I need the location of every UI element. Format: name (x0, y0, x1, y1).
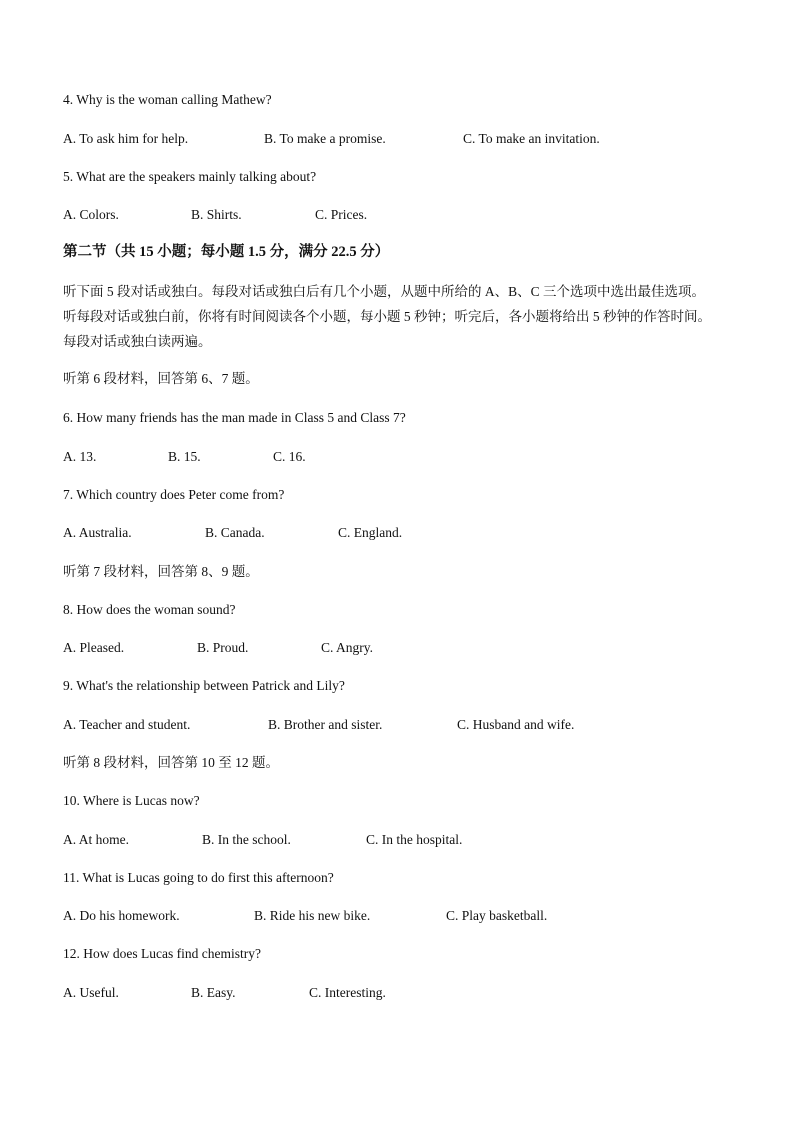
question-11-option-a: A. Do his homework. (63, 908, 180, 923)
section-2-instruction-line-3: 每段对话或独白读两遍。 (63, 334, 212, 349)
question-7: 7. Which country does Peter come from? (63, 487, 285, 502)
question-12-option-c: C. Interesting. (309, 985, 386, 1000)
question-9-option-a: A. Teacher and student. (63, 717, 191, 732)
question-8-option-b: B. Proud. (197, 640, 249, 655)
question-10-option-c: C. In the hospital. (366, 832, 463, 847)
question-7-option-a: A. Australia. (63, 525, 132, 540)
question-5-option-a: A. Colors. (63, 207, 119, 222)
material-6-note: 听第 6 段材料，回答第 6、7 题。 (63, 371, 259, 386)
question-8-option-a: A. Pleased. (63, 640, 125, 655)
question-7-option-c: C. England. (338, 525, 403, 540)
question-10-option-b: B. In the school. (202, 832, 291, 847)
section-2-instruction-line-2: 听每段对话或独白前，你将有时间阅读各个小题，每小题 5 秒钟；听完后，各小题将给出 5 秒钟的作答时间。 (63, 309, 711, 324)
question-5-option-c: C. Prices. (315, 207, 368, 222)
material-7-note: 听第 7 段材料，回答第 8、9 题。 (63, 564, 259, 579)
question-5-option-b: B. Shirts. (191, 207, 242, 222)
question-6-option-c: C. 16. (273, 449, 306, 464)
question-11: 11. What is Lucas going to do first this afternoon? (63, 870, 334, 885)
question-12-option-a: A. Useful. (63, 985, 119, 1000)
section-2-heading: 第二节（共 15 小题；每小题 1.5 分，满分 22.5 分） (63, 244, 390, 260)
question-4-option-b: B. To make a promise. (264, 131, 386, 146)
question-4: 4. Why is the woman calling Mathew? (63, 92, 272, 107)
question-11-option-b: B. Ride his new bike. (254, 908, 371, 923)
question-6-option-a: A. 13. (63, 449, 97, 464)
question-6-option-b: B. 15. (168, 449, 201, 464)
question-12: 12. How does Lucas find chemistry? (63, 946, 261, 961)
question-10: 10. Where is Lucas now? (63, 793, 200, 808)
question-4-option-a: A. To ask him for help. (63, 131, 189, 146)
question-11-option-c: C. Play basketball. (446, 908, 548, 923)
question-4-option-c: C. To make an invitation. (463, 131, 600, 146)
question-6: 6. How many friends has the man made in Class 5 and Class 7? (63, 410, 406, 425)
question-7-option-b: B. Canada. (205, 525, 265, 540)
material-8-note: 听第 8 段材料，回答第 10 至 12 题。 (63, 755, 279, 770)
question-5: 5. What are the speakers mainly talking about? (63, 169, 317, 184)
question-9-option-b: B. Brother and sister. (268, 717, 383, 732)
section-2-instruction-line-1: 听下面 5 段对话或独白。每段对话或独白后有几个小题，从题中所给的 A、B、C 三个选项中选出最佳选项。 (63, 284, 706, 299)
question-8: 8. How does the woman sound? (63, 602, 236, 617)
question-8-option-c: C. Angry. (321, 640, 374, 655)
question-12-option-b: B. Easy. (191, 985, 236, 1000)
question-10-option-a: A. At home. (63, 832, 129, 847)
question-9: 9. What's the relationship between Patrick and Lily? (63, 678, 345, 693)
question-9-option-c: C. Husband and wife. (457, 717, 575, 732)
